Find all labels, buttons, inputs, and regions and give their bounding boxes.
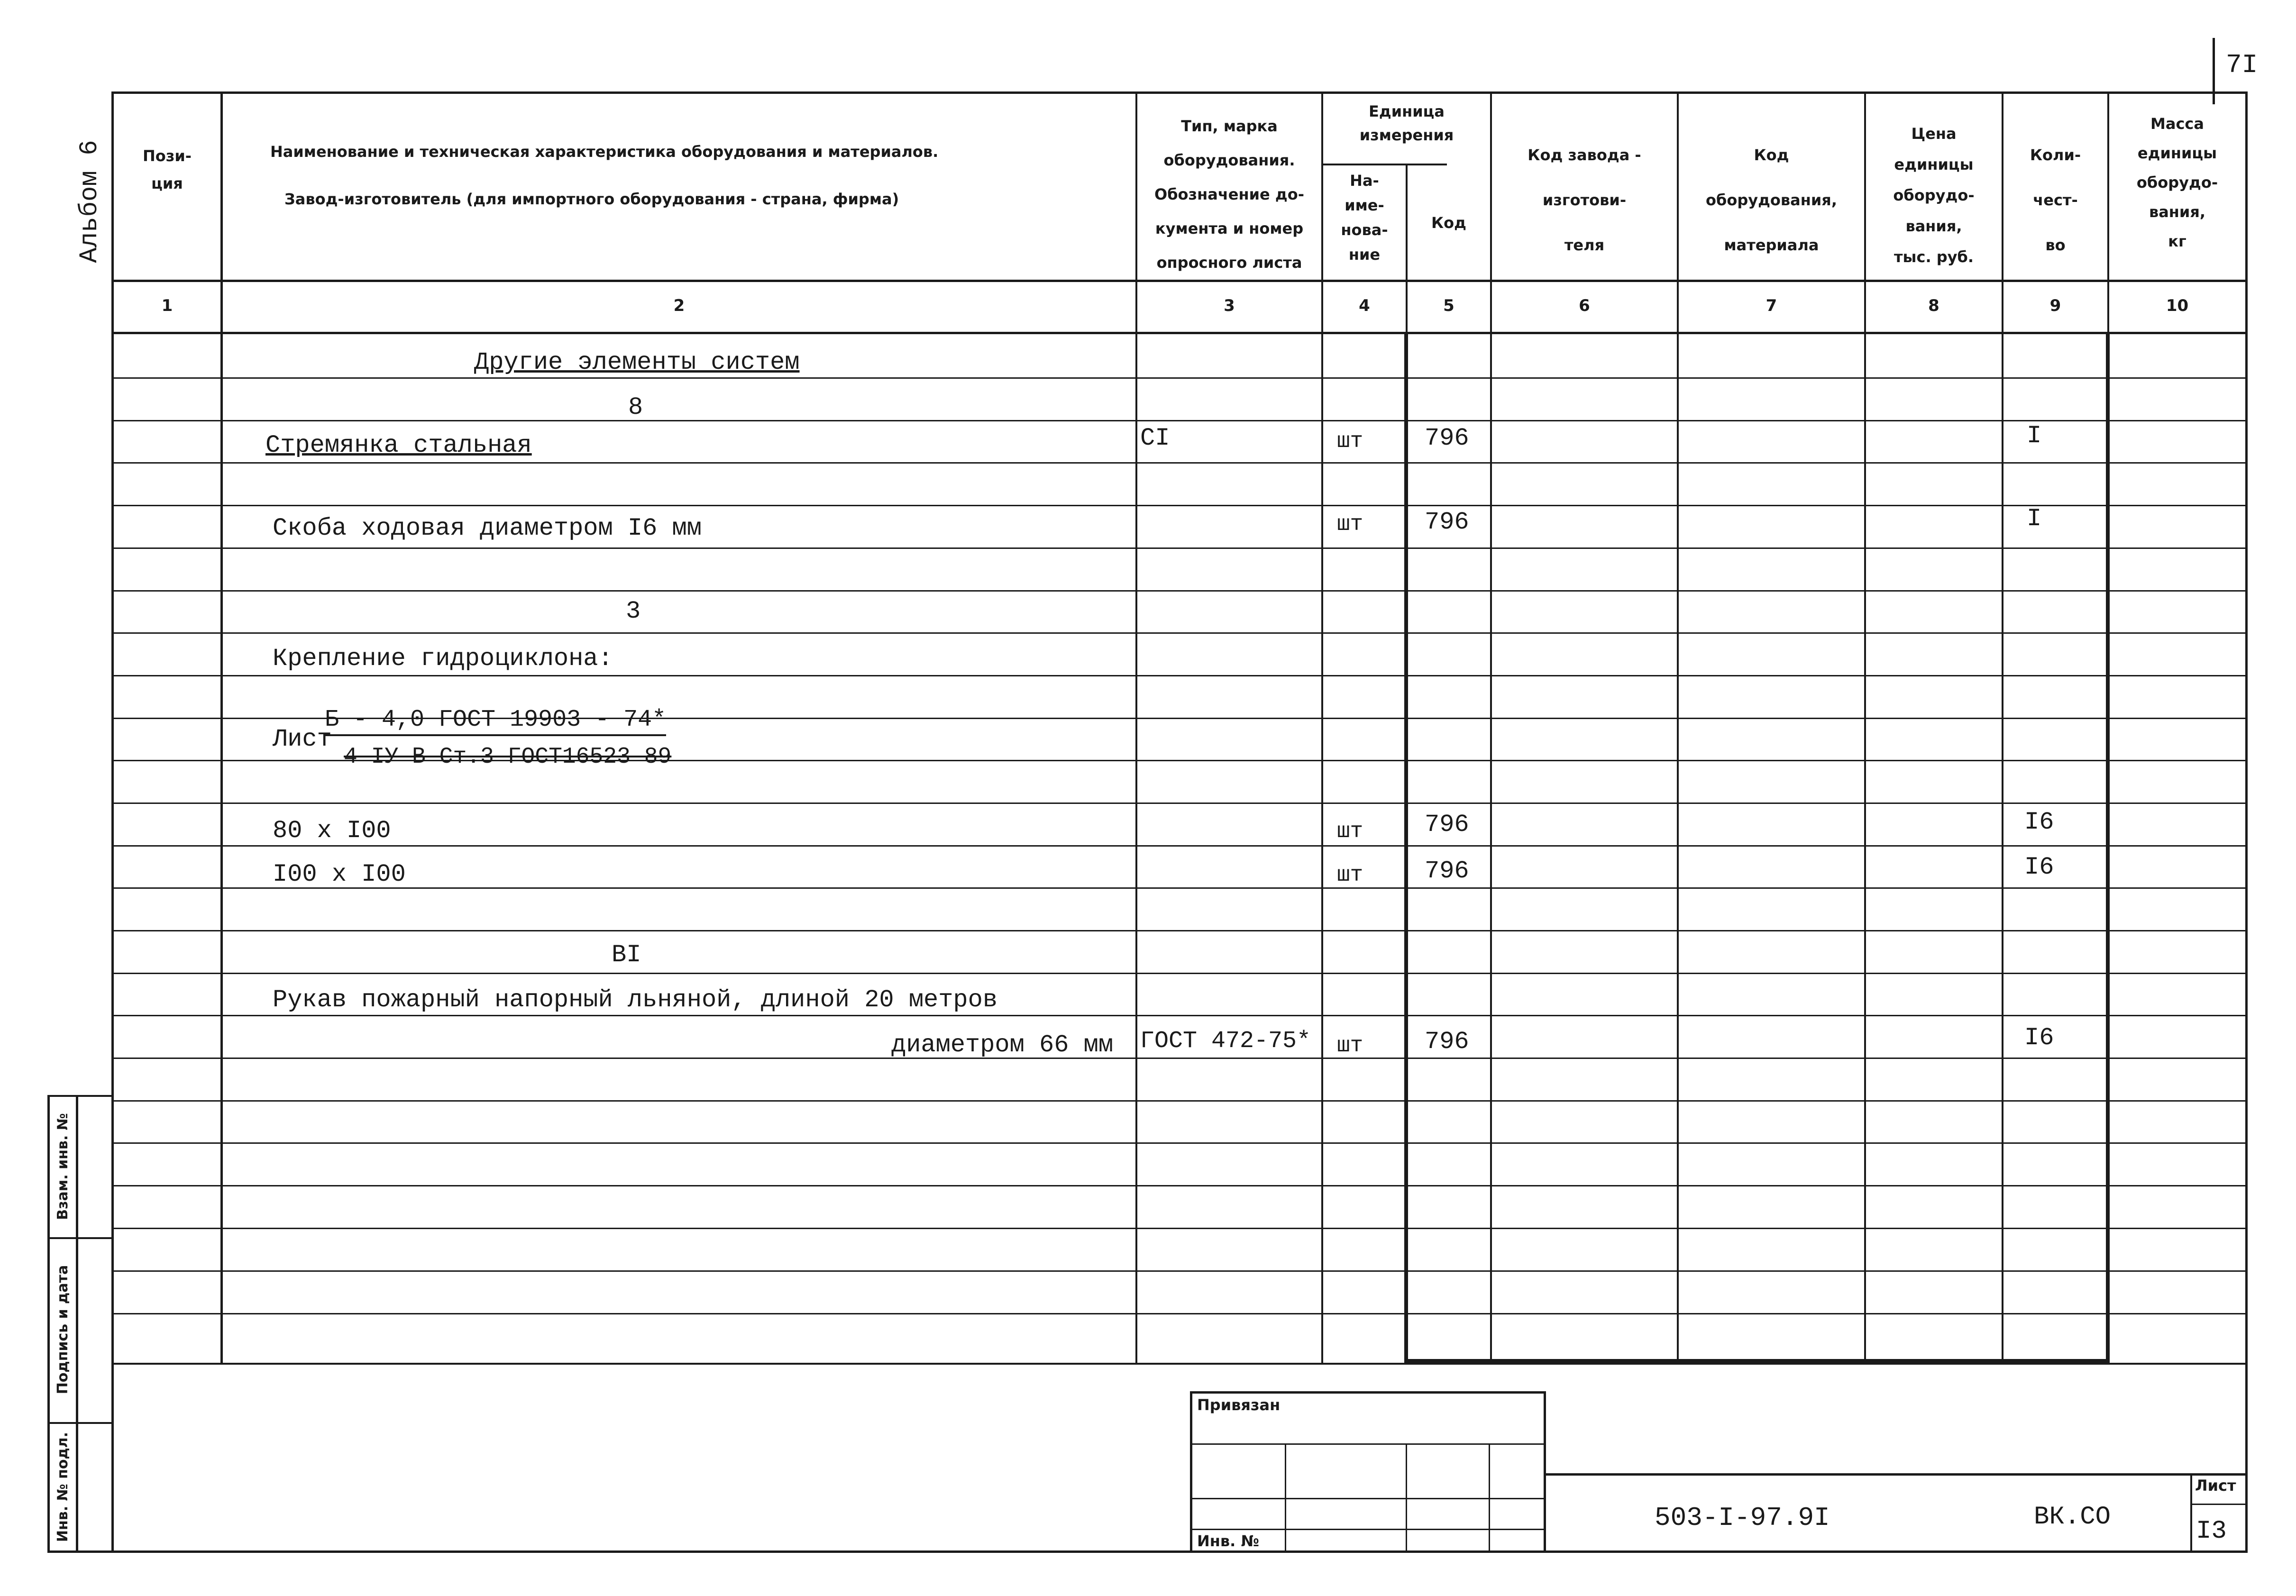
column-number: 1 xyxy=(161,296,173,315)
item-qty: I6 xyxy=(2024,853,2054,881)
item-type: CI xyxy=(1140,424,1170,452)
item-type: ГОСТ 472-75* xyxy=(1140,1028,1311,1055)
item-code: 796 xyxy=(1425,424,1469,452)
item-code: 796 xyxy=(1425,811,1469,839)
header-position: Пози- ция xyxy=(142,147,192,192)
fraction-bottom: 4-IУ-В Ст.3 ГОСТ16523-89 xyxy=(344,744,672,770)
item-name: 80 x I00 xyxy=(273,817,391,845)
item-qty: I xyxy=(2027,505,2042,533)
header-mass: Масса единицы оборудо- вания, кг xyxy=(2136,115,2218,250)
header-unit-group: Единица измерения xyxy=(1359,102,1454,144)
item-name: Скоба ходовая диаметром I6 мм xyxy=(273,514,702,542)
section-title: Другие элементы систем xyxy=(474,348,800,376)
header-equipment-code: Код оборудования, материала xyxy=(1706,146,1837,254)
document-code: 503-I-97.9I xyxy=(1655,1503,1830,1533)
column-number: 7 xyxy=(1765,296,1777,315)
item-unit: шт xyxy=(1337,863,1363,887)
document-mark: ВК.СО xyxy=(2034,1503,2111,1532)
group-number: BI xyxy=(612,941,641,969)
page-number: 7I xyxy=(2226,50,2258,80)
group-number: 3 xyxy=(626,597,641,625)
item-name: Лист xyxy=(273,725,332,753)
item-qty: I6 xyxy=(2024,1024,2054,1052)
item-code: 796 xyxy=(1425,508,1469,536)
stamp-podpis: Подпись и дата xyxy=(55,1265,71,1395)
sheet-number: I3 xyxy=(2196,1517,2227,1546)
group-number: 8 xyxy=(628,393,643,421)
item-unit: шт xyxy=(1337,429,1363,454)
item-name: I00 x I00 xyxy=(273,860,406,888)
item-name: Рукав пожарный напорный льняной, длиной 20 метров xyxy=(273,986,998,1014)
item-unit: шт xyxy=(1337,819,1363,844)
item-name-continued: диаметром 66 мм xyxy=(891,1031,1114,1059)
column-number: 10 xyxy=(2166,296,2189,315)
stamp-inv: Инв. № подл. xyxy=(55,1432,71,1542)
column-number: 3 xyxy=(1224,296,1235,315)
item-qty: I6 xyxy=(2024,808,2054,836)
item-name: Крепление гидроциклона: xyxy=(273,645,613,673)
header-unit-code: Код xyxy=(1431,214,1466,232)
column-number: 6 xyxy=(1579,296,1590,315)
column-number: 8 xyxy=(1928,296,1939,315)
stamp-vzam: Взам. инв. № xyxy=(55,1113,71,1220)
album-label: Альбом 6 xyxy=(75,140,104,263)
sheet-label: Лист xyxy=(2195,1477,2236,1495)
header-price: Цена единицы оборудо- вания, тыс. руб. xyxy=(1893,125,1975,266)
item-code: 796 xyxy=(1425,1028,1469,1056)
header-quantity: Коли- чест- во xyxy=(2030,146,2081,254)
privyazan-label: Привязан xyxy=(1197,1396,1281,1414)
fraction-top: Б - 4,0 ГОСТ 19903 - 74* xyxy=(325,706,666,736)
header-name-line1: Наименование и техническая характеристика оборудования и материалов. xyxy=(270,143,939,161)
header-factory-code: Код завода - изготови- теля xyxy=(1528,146,1641,254)
column-number: 5 xyxy=(1443,296,1454,315)
column-number: 2 xyxy=(673,296,685,315)
item-qty: I xyxy=(2027,422,2042,450)
column-number: 9 xyxy=(2049,296,2061,315)
item-code: 796 xyxy=(1425,857,1469,885)
header-name-line2: Завод-изготовитель (для импортного оборудования - страна, фирма) xyxy=(284,190,899,208)
item-name: Стремянка стальная xyxy=(265,431,532,459)
item-unit: шт xyxy=(1337,1033,1363,1058)
header-type: Тип, марка оборудования. Обозначение до- кумента и номер опросного листа xyxy=(1154,117,1304,272)
item-unit: шт xyxy=(1337,512,1363,537)
header-unit-name: На- име- нова- ние xyxy=(1341,172,1388,264)
inv-no-label: Инв. № xyxy=(1197,1532,1259,1550)
column-number: 4 xyxy=(1359,296,1370,315)
